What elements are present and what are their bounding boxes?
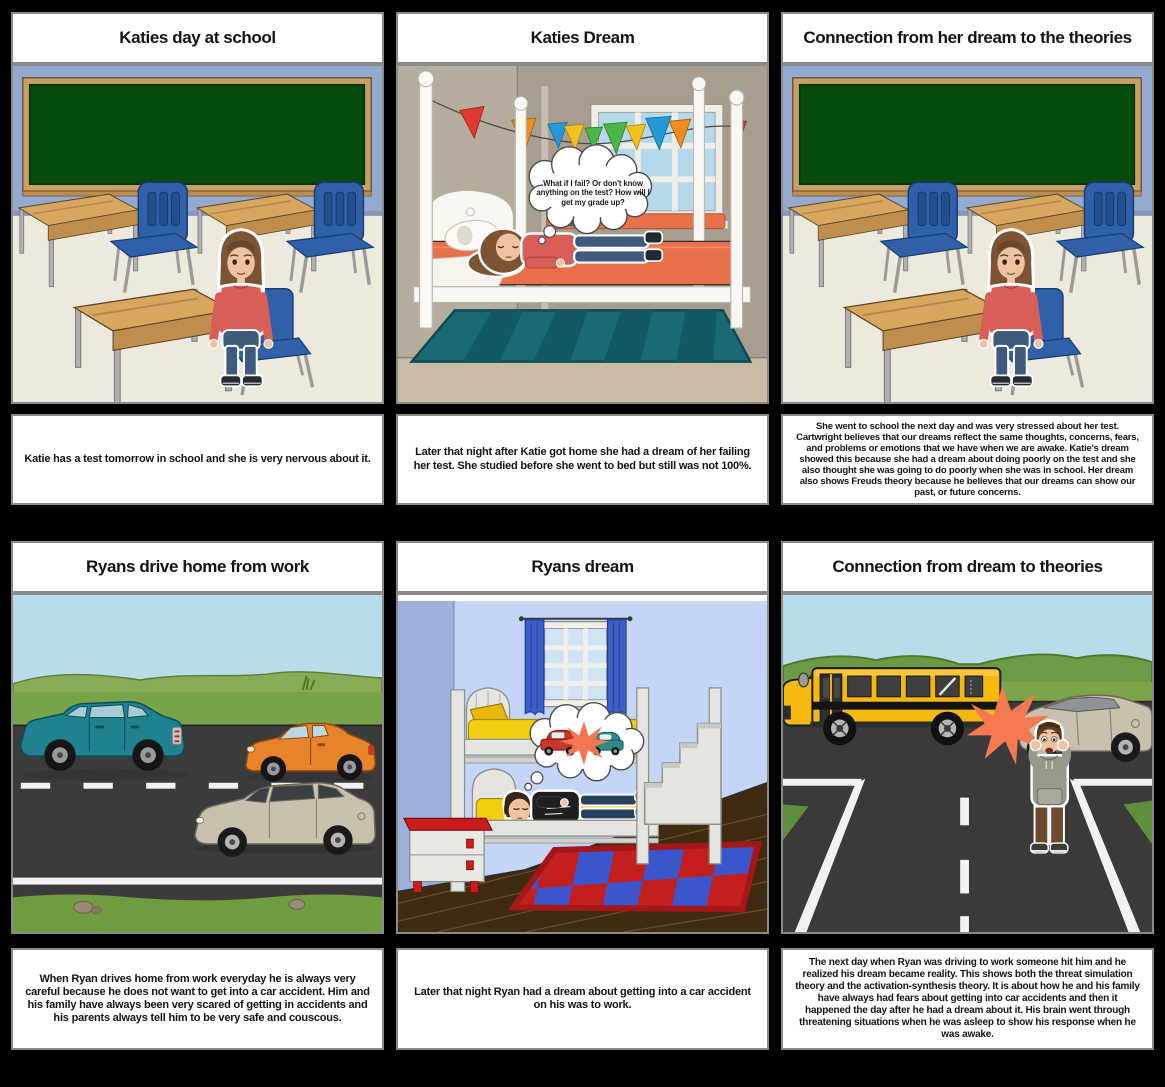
storyboard-row-2 — [0, 541, 1165, 1050]
panel-title: Connection from her dream to the theories — [781, 12, 1154, 64]
nightstand — [404, 818, 492, 892]
panel-description: She went to school the next day and was very stressed about her test. Cartwright believes that our dreams reflect the same thoughts, concerns, fears, and problems or emotions that we have when we are awake. Katie's dream showed this because she had a dream about doing poorly on the test and she also thought she was going to do poorly when she was in school. Her dream also shows Freuds theory because he believes that our dreams can show our past, or future concerns. — [781, 414, 1154, 505]
window — [538, 622, 613, 707]
panel-katie-connection[interactable] — [781, 12, 1154, 505]
highway-illustration[interactable] — [11, 593, 384, 934]
panel-description: Later that night Ryan had a dream about getting into a car accident on his was to work. — [396, 948, 769, 1050]
classroom-illustration[interactable] — [11, 64, 384, 404]
panel-description: Katie has a test tomorrow in school and she is very nervous about it. — [11, 414, 384, 505]
panel-ryan-connection[interactable] — [781, 541, 1154, 1050]
boy-bedroom-scene — [398, 595, 767, 932]
panel-katie-school[interactable] — [11, 12, 384, 505]
classroom-scene — [13, 66, 382, 402]
panel-ryan-dream[interactable] — [396, 541, 769, 1050]
classroom-illustration[interactable] — [781, 64, 1154, 404]
bunk-bed-dream-illustration[interactable] — [396, 593, 769, 934]
panel-title: Ryans dream — [396, 541, 769, 593]
classroom-scene — [783, 66, 1152, 402]
panel-description: Later that night after Katie got home she had a dream of her failing her test. She studied before she went to bed but still was not 100%. — [396, 414, 769, 505]
panel-title: Katies Dream — [396, 12, 769, 64]
panel-title: Connection from dream to theories — [781, 541, 1154, 593]
panel-title: Ryans drive home from work — [11, 541, 384, 593]
sleeping-boy-character — [503, 791, 651, 825]
panel-description: When Ryan drives home from work everyday he is always very careful because he does not want to get into a car accident. Him and his family have always been very scared of getting in accidents and his parents always tell him to be very safe and couscous. — [11, 948, 384, 1050]
collision-illustration[interactable] — [781, 593, 1154, 934]
storyboard-row-1 — [0, 12, 1165, 505]
panel-title: Katies day at school — [11, 12, 384, 64]
panel-description: The next day when Ryan was driving to work someone hit him and he realized his dream became reality. This shows both the threat simulation theory and the activation-synthesis theory. It is about how he and his family have always had fears about getting into car accidents and then it happened the day after he had a dream about it. His brain went through threatening situations when he was asleep to show his response when he was awake. — [781, 948, 1154, 1050]
shocked-boy-character — [1030, 721, 1068, 853]
panel-katie-dream[interactable] — [396, 12, 769, 505]
teal-rug — [412, 310, 751, 361]
thought-bubble-text: What if I fail? Or don't know anything on the test? How will I get my grade up? — [536, 178, 650, 207]
bedroom-dream-illustration[interactable] — [396, 64, 769, 404]
highway-scene — [13, 595, 382, 932]
girl-bedroom-scene — [398, 66, 767, 402]
intersection-crash-scene — [783, 595, 1152, 932]
panel-ryan-drive[interactable] — [11, 541, 384, 1050]
